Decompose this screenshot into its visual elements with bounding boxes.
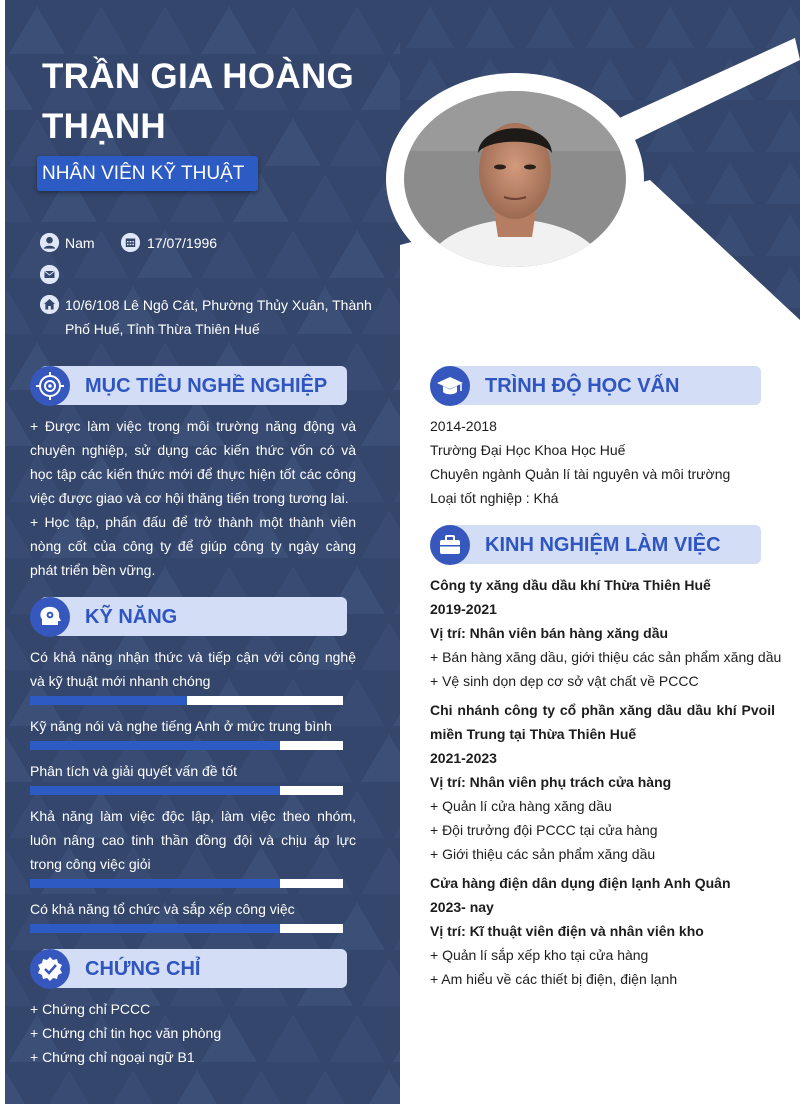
pattern-triangle: [393, 230, 400, 278]
birth-date-text: 17/07/1996: [147, 235, 218, 251]
skill-bar-fill: [30, 696, 187, 705]
job-company: Chi nhánh công ty cổ phần xăng dầu dầu khí Pvoil miền Trung tại Thừa Thiên Huế: [430, 702, 775, 742]
head-gear-icon: [30, 597, 70, 637]
pattern-triangle: [5, 398, 33, 446]
pattern-triangle: [361, 1070, 400, 1104]
pattern-triangle: [361, 510, 400, 558]
pattern-triangle: [393, 902, 400, 950]
pattern-triangle: [5, 846, 33, 894]
pattern-triangle: [393, 790, 400, 838]
objective-item: + Được làm việc trong môi trường năng động và chuyên nghiệp, sử dụng các kiến thức vốn có và học tập các kiến thức mới để thực hiện tốt các công việc được giao và cơ hội thăng tiến trong tương lai.: [30, 418, 356, 506]
pattern-triangle: [5, 62, 33, 110]
skill-bar-fill: [30, 741, 280, 750]
job-duty: + Đội trưởng đội PCCC tại cửa hàng: [430, 822, 658, 838]
certificate-item: + Chứng chỉ PCCC: [30, 1001, 151, 1017]
job-duty: + Bán hàng xăng dầu, giới thiệu các sản phẩm xăng dầu: [430, 649, 782, 665]
pattern-triangle: [329, 6, 385, 54]
target-icon: [30, 366, 70, 406]
pattern-triangle: [393, 454, 400, 502]
job-period: 2023- nay: [430, 899, 494, 915]
education-grade: Loại tốt nghiệp : Khá: [430, 490, 559, 506]
skill-bar-fill: [30, 786, 280, 795]
pattern-triangle: [265, 230, 321, 278]
pattern-triangle: [105, 1070, 161, 1104]
candidate-name: TRẦN GIA HOÀNG THẠNH: [42, 57, 355, 146]
pattern-triangle: [5, 1070, 33, 1104]
email-icon: [40, 265, 59, 284]
certificates-title: CHỨNG CHỈ: [85, 958, 201, 980]
job-period: 2021-2023: [430, 750, 497, 766]
job-duty: + Giới thiệu các sản phẩm xăng dầu: [430, 846, 656, 862]
pattern-triangle: [393, 566, 400, 614]
pattern-triangle: [361, 958, 400, 1006]
pattern-triangle: [329, 1014, 385, 1062]
pattern-triangle: [5, 510, 33, 558]
pattern-triangle: [5, 174, 33, 222]
home-icon: [40, 295, 59, 314]
skill-bar: [30, 879, 343, 888]
job-position: Vị trí: Kĩ thuật viên điện và nhân viên kho: [430, 923, 704, 939]
pattern-triangle: [73, 6, 129, 54]
pattern-triangle: [393, 1014, 400, 1062]
certificate-item: + Chứng chỉ tin học văn phòng: [30, 1025, 222, 1041]
skill-label: Phân tích và giải quyết vấn đề tốt: [30, 763, 238, 779]
pattern-triangle: [137, 6, 193, 54]
job-period: 2019-2021: [430, 601, 497, 617]
job-duty: + Vệ sinh dọn dẹp cơ sở vật chất về PCCC: [430, 673, 699, 689]
gender-text: Nam: [65, 235, 95, 251]
skill-bar-fill: [30, 924, 280, 933]
pattern-triangle: [41, 1070, 97, 1104]
pattern-triangle: [329, 230, 385, 278]
job-position: Vị trí: Nhân viên bán hàng xăng dầu: [430, 625, 669, 641]
user-icon: [40, 233, 59, 252]
education-period: 2014-2018: [430, 418, 497, 434]
pattern-triangle: [393, 342, 400, 390]
certificate-item: + Chứng chỉ ngoại ngữ B1: [30, 1049, 195, 1065]
pattern-triangle: [5, 286, 33, 334]
calendar-icon: [121, 233, 140, 252]
job-position: Vị trí: Nhân viên phụ trách cửa hàng: [430, 774, 672, 790]
pattern-triangle: [361, 846, 400, 894]
skill-label: Có khả năng tổ chức và sắp xếp công việc: [30, 901, 295, 917]
pattern-triangle: [361, 398, 400, 446]
address-text: 10/6/108 Lê Ngô Cát, Phường Thủy Xuân, Thành Phố Huế, Tỉnh Thừa Thiên Huế: [65, 297, 372, 337]
education-major: Chuyên ngành Quản lí tài nguyên và môi trường: [430, 466, 731, 482]
skill-bar: [30, 741, 343, 750]
skill-label: Kỹ năng nói và nghe tiếng Anh ở mức trung bình: [30, 718, 332, 734]
objective-item: + Học tập, phấn đấu để trở thành một thành viên nòng cốt của công ty để giúp công ty ngày càng phát triển bền vững.: [30, 514, 356, 578]
job-company: Cửa hàng điện dân dụng điện lạnh Anh Quân: [430, 875, 731, 891]
skill-bar: [30, 786, 343, 795]
pattern-triangle: [201, 6, 257, 54]
briefcase-icon: [430, 525, 470, 565]
profile-photo: [404, 91, 626, 267]
graduation-cap-icon: [430, 366, 470, 406]
education-title: TRÌNH ĐỘ HỌC VẤN: [485, 375, 680, 397]
job-title: NHÂN VIÊN KỸ THUẬT: [42, 163, 245, 184]
pattern-triangle: [265, 1014, 321, 1062]
skill-label: Khả năng làm việc độc lập, làm việc theo nhóm, luôn nâng cao tinh thần đồng đội và chịu áp lực trong công việc giỏi: [30, 808, 356, 872]
pattern-triangle: [5, 622, 33, 670]
pattern-triangle: [297, 1070, 353, 1104]
job-duty: + Am hiểu về các thiết bị điện, điện lạnh: [430, 971, 678, 987]
pattern-triangle: [233, 1070, 289, 1104]
pattern-triangle: [297, 174, 353, 222]
skill-label: Có khả năng nhận thức và tiếp cận với công nghệ và kỹ thuật mới nhanh chóng: [30, 649, 356, 689]
skill-bar: [30, 924, 343, 933]
skill-bar: [30, 696, 343, 705]
job-company: Công ty xăng dầu dầu khí Thừa Thiên Huế: [430, 577, 711, 593]
objective-title: MỤC TIÊU NGHỀ NGHIỆP: [85, 375, 328, 397]
badge-check-icon: [30, 949, 70, 989]
experience-title: KINH NGHIỆM LÀM VIỆC: [485, 534, 721, 556]
job-duty: + Quản lí sắp xếp kho tại cửa hàng: [430, 947, 649, 963]
skills-title: KỸ NĂNG: [85, 606, 178, 628]
job-duty: + Quản lí cửa hàng xăng dầu: [430, 798, 612, 814]
pattern-triangle: [361, 622, 400, 670]
pattern-triangle: [5, 734, 33, 782]
skill-bar-fill: [30, 879, 280, 888]
pattern-triangle: [393, 6, 400, 54]
pattern-triangle: [169, 1070, 225, 1104]
pattern-triangle: [5, 958, 33, 1006]
education-school: Trường Đại Học Khoa Học Huế: [430, 442, 626, 458]
pattern-triangle: [361, 734, 400, 782]
pattern-triangle: [9, 6, 65, 54]
pattern-triangle: [393, 678, 400, 726]
pattern-triangle: [265, 6, 321, 54]
